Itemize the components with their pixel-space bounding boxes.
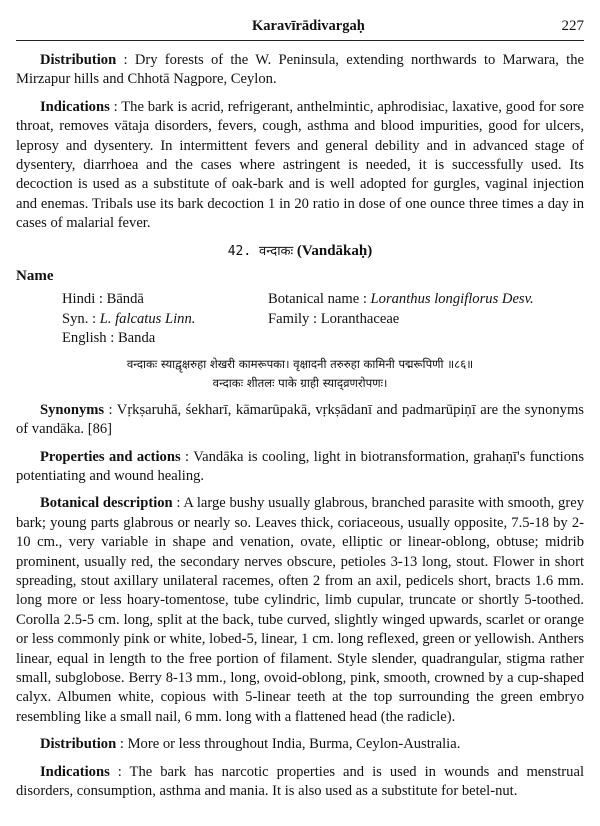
english-name: English : Banda [62,330,156,347]
section-title: (Vandākaḥ) [296,242,373,259]
distribution-text: : More or less throughout India, Burma, Ceylon-Australia. [116,736,461,753]
botanical-description-label: Botanical description [40,495,173,512]
indications-text: : The bark has narcotic properties and is used in wounds and menstrual disorders, consumption, asthma and mania. It is also used as a substitute for betel-nut. [16,763,584,799]
section-heading [16,242,584,261]
page-number: 227 [561,17,584,34]
botanical-description-text: : A large bushy usually glabrous, branched parasite with smooth, grey bark; young parts glabrous or nearly so. Leaves thick, coriaceous, usually opposite, 7.5-18 by 2-10 cm., very variable in shape and venation, ovate, elliptic or linear-oblong, obtuse; midrib prominent, usually red, the secondary nerves obscure, petioles 3-13 long, stout. Flower in short spreading, stout axillary unilateral racemes, often 2 from an axil, pedicels short, bracts 1.6 mm. long more or less hoary-tomentose, tube cylindric, limb cupular, truncate or shortly 5-toothed. Corolla 2.5-5 cm. long, split at the back, tube curved, slightly winged upwards, scarlet or orange or less commonly pink or white, lobed-5, linear, 1 cm. long reflexed, green or yellowish. Anthers linear, equal in length to the free portion of filament. Style slender, quadrangular, stigma rather small, subglobose. Berry 8-13 mm., long, ovoid-oblong, pink, smooth, crowned by a cup-shaped calyx. Albumen white, copious with 5-linear teeth at the top surrounding the green embryo resembling like a small nail, 6 mm. long with a flattened head (the radicle). [16,495,584,725]
properties-text: : Vandāka is cooling, light in biotransformation, grahaṇī's functions potentiating and wound healing. [16,448,584,484]
intro-distribution-paragraph [16,51,584,90]
section-number: 42. वन्दाकः [227,243,294,259]
intro-indications-text: : The bark is acrid, refrigerant, anthelmintic, aphrodisiac, laxative, good for sore throat, removes vātaja disorders, fevers, cough, asthma and blood impurities, good for ulcers, leprosy and dysentery. In intermittent fevers and general debility and in advanced stage of dysentery, diarrhoea and the cases where astringent is needed, it is successfully used. Its decoction is used as a substitute of oak-bark and is well adopted for gurgles, vaginal injection and enemas. Tribals use its bark decoction 1 in 20 ratio in dose of one ounce three times a day in cases of malarial fever. [16,98,584,232]
running-title: Karavīrādivargaḥ [252,17,365,34]
verse-line-1: वन्दाकः स्याद्वृक्षरुहा शेखरी कामरूपका। वृक्षादनी तरुरुहा कामिनी पद्मरूपिणी ॥८६॥ [126,356,474,371]
intro-indications-label: Indications [40,98,110,115]
properties-paragraph [16,448,584,487]
indications-paragraph [16,763,584,802]
intro-distribution-label: Distribution [40,52,117,68]
synonyms-paragraph [16,401,584,440]
properties-label: Properties and actions [40,448,181,465]
intro-indications-paragraph [16,98,584,234]
verse-line-2: वन्दाकः शीतलः पाके ग्राही स्याद्व्रणरोपणः। [212,375,388,390]
synonym-label: Syn. : [62,310,100,327]
name-table [62,290,584,348]
running-header [16,0,584,41]
family-name: Family : Loranthaceae [268,310,400,327]
indications-label: Indications [40,763,110,780]
botanical-description-paragraph [16,494,584,727]
synonyms-label: Synonyms [40,401,105,418]
botanical-name-value: Loranthus longiflorus Desv. [370,291,534,308]
botanical-name-label: Botanical name : [268,291,371,308]
name-heading: Name [16,268,54,285]
synonym-value: L. falcatus Linn. [99,310,196,327]
distribution-label: Distribution [40,736,117,753]
sanskrit-verse [16,355,584,393]
distribution-paragraph [16,735,584,754]
botanical-name [268,290,584,309]
synonyms-text: : Vṛkṣaruhā, śekharī, kāmarūpakā, vṛkṣādanī and padmarūpiṇī are the synonyms of vandāka. [86] [16,401,584,438]
synonym-name [62,310,268,329]
intro-distribution-text: : Dry forests of the W. Peninsula, extending northwards to Marwara, the Mirzapur hills and Chhotā Nagpore, Ceylon. [16,52,584,88]
hindi-name: Hindi : Bāndā [62,291,144,308]
